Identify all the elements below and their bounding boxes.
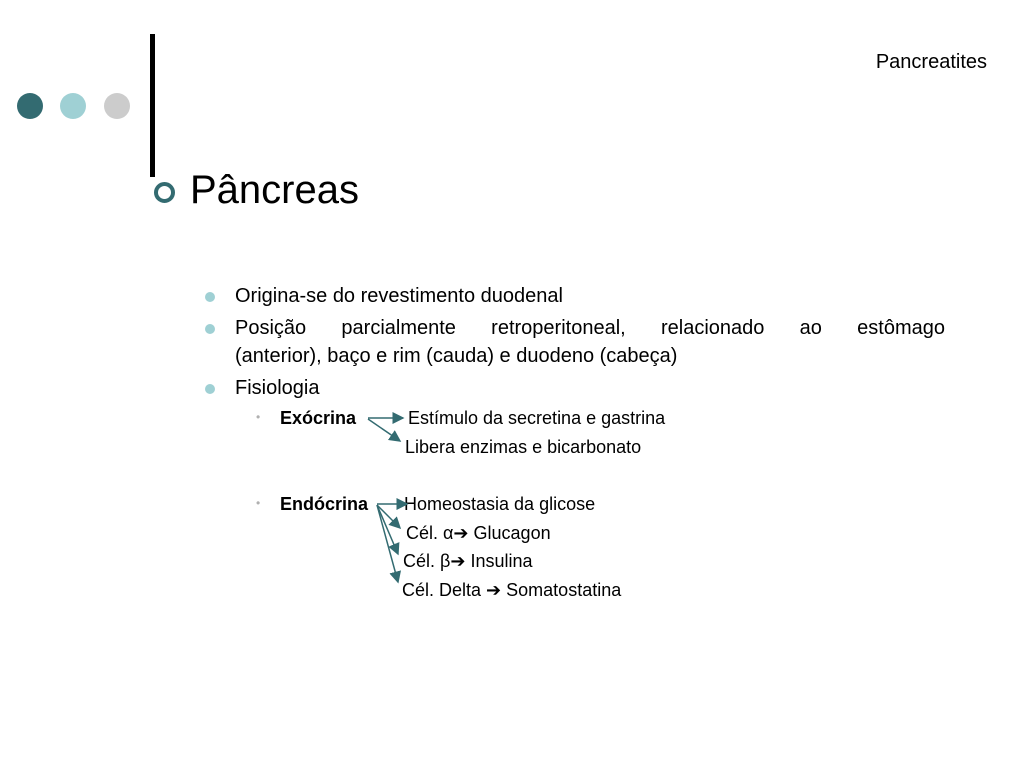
bullet-text: Posição parcialmente retroperitoneal, relacionado ao estômago [235,317,945,339]
exocrina-label: Exócrina [280,408,357,428]
endocrina-label: Endócrina [280,494,369,514]
hormone: Insulina [470,551,533,571]
right-arrow-icon: ➔ [453,523,469,543]
right-arrow-icon: ➔ [486,580,502,600]
cell-type: Cél. Delta [402,580,482,600]
sub-bullet-icon: • [256,410,261,424]
bullet-text: Origina-se do revestimento duodenal [235,285,563,307]
arrow-exocrina-2 [368,419,400,441]
bullet-text: Fisiologia [235,377,320,399]
exocrina-item: Libera enzimas e bicarbonato [405,437,642,457]
header-title: Pancreatites [875,51,987,73]
endocrina-item: Homeostasia da glicose [404,494,596,514]
exocrina-item: Estímulo da secretina e gastrina [408,408,666,428]
cell-type: Cél. α [406,523,454,543]
cell-type: Cél. β [403,551,451,571]
right-arrow-icon: ➔ [450,551,466,571]
hormone: Glucagon [473,523,551,543]
arrow-endocrina-3 [377,505,398,554]
hormone: Somatostatina [506,580,622,600]
sub-bullet-icon: • [256,496,261,510]
bullet-text-continuation: (anterior), baço e rim (cauda) e duodeno (cabeça) [235,345,678,367]
page-title: Pâncreas [190,168,359,212]
